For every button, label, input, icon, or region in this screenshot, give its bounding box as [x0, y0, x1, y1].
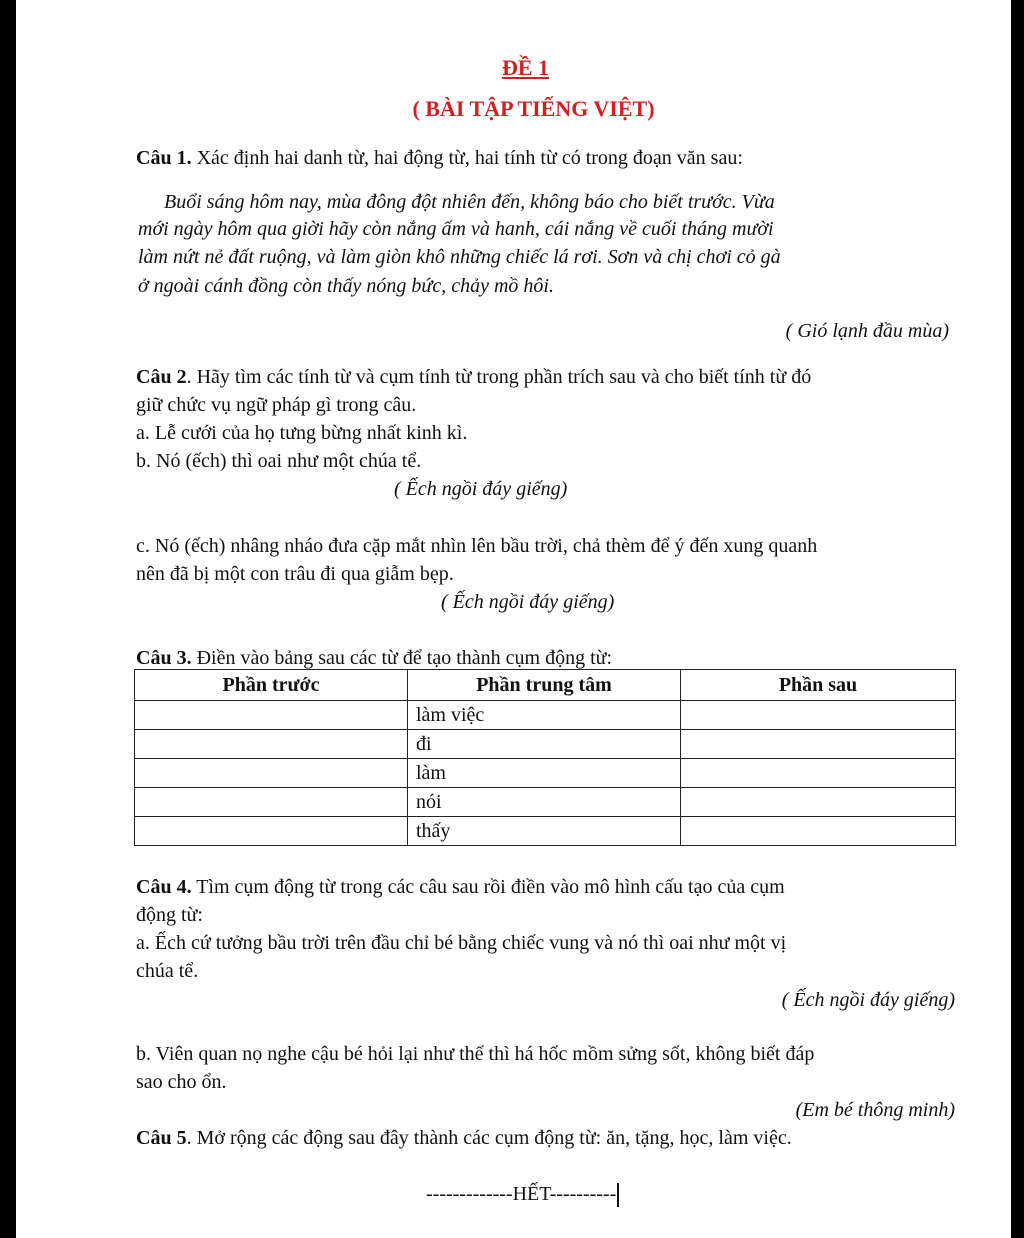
table-cell-center: đi: [408, 730, 681, 759]
question-4-source-b: (Em bé thông minh): [795, 1099, 955, 1121]
table-cell-before[interactable]: [135, 701, 408, 730]
table-cell-before[interactable]: [135, 759, 408, 788]
table-row: [135, 817, 956, 846]
exam-subtitle: ( BÀI TẬP TIẾNG VIỆT): [412, 96, 655, 121]
question-4-text: Tìm cụm động từ trong các câu sau rồi điền vào mô hình cấu tạo của cụm: [191, 876, 785, 898]
question-4-source-a: ( Ếch ngồi đáy giếng): [781, 989, 955, 1011]
question-2-item-c: c. Nó (ếch) nhâng nháo đưa cặp mắt nhìn lên bầu trời, chả thèm để ý đến xung quanh: [136, 535, 818, 557]
table-cell-after[interactable]: [681, 788, 956, 817]
table-cell-center: thấy: [408, 817, 681, 846]
table-header-after: Phần sau: [681, 670, 956, 701]
question-4-label: Câu 4.: [136, 876, 192, 898]
table-row: [135, 730, 956, 759]
question-2-source-b: ( Ếch ngồi đáy giếng): [394, 478, 568, 500]
question-4-item-a: a. Ếch cứ tưởng bầu trời trên đầu chỉ bé bằng chiếc vung và nó thì oai như một vị: [136, 932, 787, 954]
end-marker: [426, 1181, 619, 1207]
table-cell-before[interactable]: [135, 788, 408, 817]
table-cell-after[interactable]: [681, 730, 956, 759]
passage-line-2: mới ngày hôm qua giời hãy còn nắng ấm và hanh, cái nắng về cuối tháng mười: [138, 218, 774, 240]
question-4-text-line-2: động từ:: [136, 904, 203, 926]
question-2-label: Câu 2: [136, 366, 187, 388]
question-5-text: . Mở rộng các động sau đây thành các cụm động từ: ăn, tặng, học, làm việc.: [186, 1127, 792, 1149]
table-cell-after[interactable]: [681, 759, 956, 788]
table-cell-center: làm việc: [408, 701, 681, 730]
question-2-source-c: ( Ếch ngồi đáy giếng): [441, 591, 615, 613]
question-4: [136, 874, 785, 900]
question-5: [136, 1125, 792, 1151]
question-1-text: Xác định hai danh từ, hai động từ, hai tính từ có trong đoạn văn sau:: [191, 147, 743, 169]
question-5-label: Câu 5: [136, 1127, 187, 1149]
question-2: [136, 364, 811, 390]
question-2-item-c-line-2: nên đã bị một con trâu đi qua giẫm bẹp.: [136, 563, 454, 585]
table-row: [135, 759, 956, 788]
question-4-item-b-line-2: sao cho ổn.: [136, 1071, 227, 1093]
table-cell-before[interactable]: [135, 730, 408, 759]
table-cell-center: làm: [408, 759, 681, 788]
table-cell-before[interactable]: [135, 817, 408, 846]
question-1-source: ( Gió lạnh đầu mùa): [785, 320, 949, 342]
end-marker-text: -------------HẾT----------: [426, 1183, 617, 1205]
question-1: [136, 145, 743, 171]
question-2-item-b: b. Nó (ếch) thì oai như một chúa tể.: [136, 450, 422, 472]
question-3: [136, 645, 612, 671]
passage-line-4: ở ngoài cánh đồng còn thấy nóng bức, chảy mồ hôi.: [138, 275, 554, 297]
question-3-label: Câu 3.: [136, 647, 192, 669]
table-row: [135, 701, 956, 730]
exam-title: ĐỀ 1: [501, 55, 550, 80]
document-page: [16, 0, 1011, 1238]
table-header-row: [135, 670, 956, 701]
question-4-item-b: b. Viên quan nọ nghe cậu bé hỏi lại như thế thì há hốc mồm sửng sốt, không biết đáp: [136, 1043, 815, 1065]
table-cell-after[interactable]: [681, 701, 956, 730]
question-4-item-a-line-2: chúa tể.: [136, 960, 199, 982]
table-row: [135, 788, 956, 817]
question-2-text: . Hãy tìm các tính từ và cụm tính từ trong phần trích sau và cho biết tính từ đó: [186, 366, 812, 388]
text-cursor: [617, 1183, 619, 1207]
table-header-before: Phần trước: [135, 670, 408, 701]
passage-line-3: làm nứt nẻ đất ruộng, và làm giòn khô những chiếc lá rơi. Sơn và chị chơi cỏ gà: [138, 246, 781, 268]
verb-phrase-table: [134, 669, 956, 846]
table-cell-after[interactable]: [681, 817, 956, 846]
table-cell-center: nói: [408, 788, 681, 817]
passage-line-1: Buổi sáng hôm nay, mùa đông đột nhiên đến, không báo cho biết trước. Vừa: [164, 191, 775, 213]
question-3-text: Điền vào bảng sau các từ để tạo thành cụm động từ:: [191, 647, 613, 669]
question-2-text-line-2: giữ chức vụ ngữ pháp gì trong câu.: [136, 394, 417, 416]
question-1-label: Câu 1.: [136, 147, 192, 169]
question-2-item-a: a. Lễ cưới của họ tưng bừng nhất kinh kì.: [136, 422, 468, 444]
table-header-center: Phần trung tâm: [408, 670, 681, 701]
